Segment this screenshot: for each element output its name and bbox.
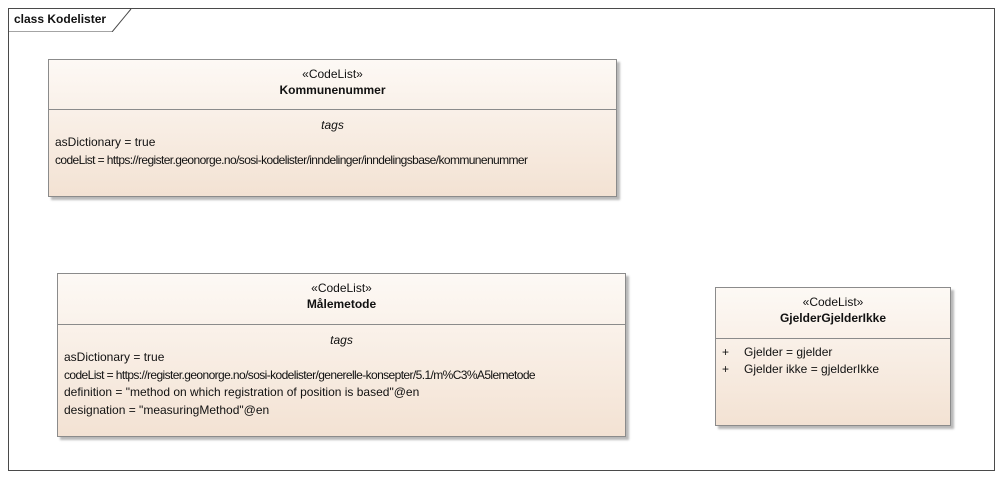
tags-heading: tags [330,333,353,347]
class-header [716,288,950,339]
diagram-title: class Kodelister [14,12,107,26]
attribute-text: Gjelder ikke = gjelderIkke [744,362,880,376]
class-header [49,60,616,110]
tag-value: designation = "measuringMethod"@en [64,402,270,417]
class-name: Kommunenummer [279,83,386,97]
tags-compartment [49,110,616,169]
class-header [58,274,625,325]
tags-heading: tags [321,118,344,132]
attribute-row [722,344,944,361]
tag-value: asDictionary = true [55,135,156,149]
attributes-compartment [716,339,950,378]
attribute-row [722,361,944,378]
stereotype-label: «CodeList» [302,67,363,81]
tag-value: asDictionary = true [64,350,165,364]
class-name: Målemetode [306,297,377,311]
class-name: GjelderGjelderIkke [779,311,887,325]
codelist-gjeldergjelderikke[interactable] [715,287,951,426]
stereotype-label: «CodeList» [802,295,864,309]
codelist-kommunenummer[interactable] [48,59,617,197]
tags-compartment [58,325,625,419]
codelist-malemetode[interactable] [57,273,626,437]
diagram-frame-tab [8,8,132,32]
attribute-text: Gjelder = gjelder [744,345,833,359]
tag-value: codeList = https://register.geonorge.no/sosi-kodelister/generelle-konsepter/5.1/m%C3%A5lemetode [64,367,535,382]
stereotype-label: «CodeList» [311,281,372,295]
tag-value: codeList = https://register.geonorge.no/sosi-kodelister/inndelinger/inndelingsbase/kommunenummer [55,152,528,167]
visibility-marker: + [722,362,730,376]
visibility-marker: + [722,345,730,359]
tag-value: definition = "method on which registration of position is based"@en [64,385,420,399]
